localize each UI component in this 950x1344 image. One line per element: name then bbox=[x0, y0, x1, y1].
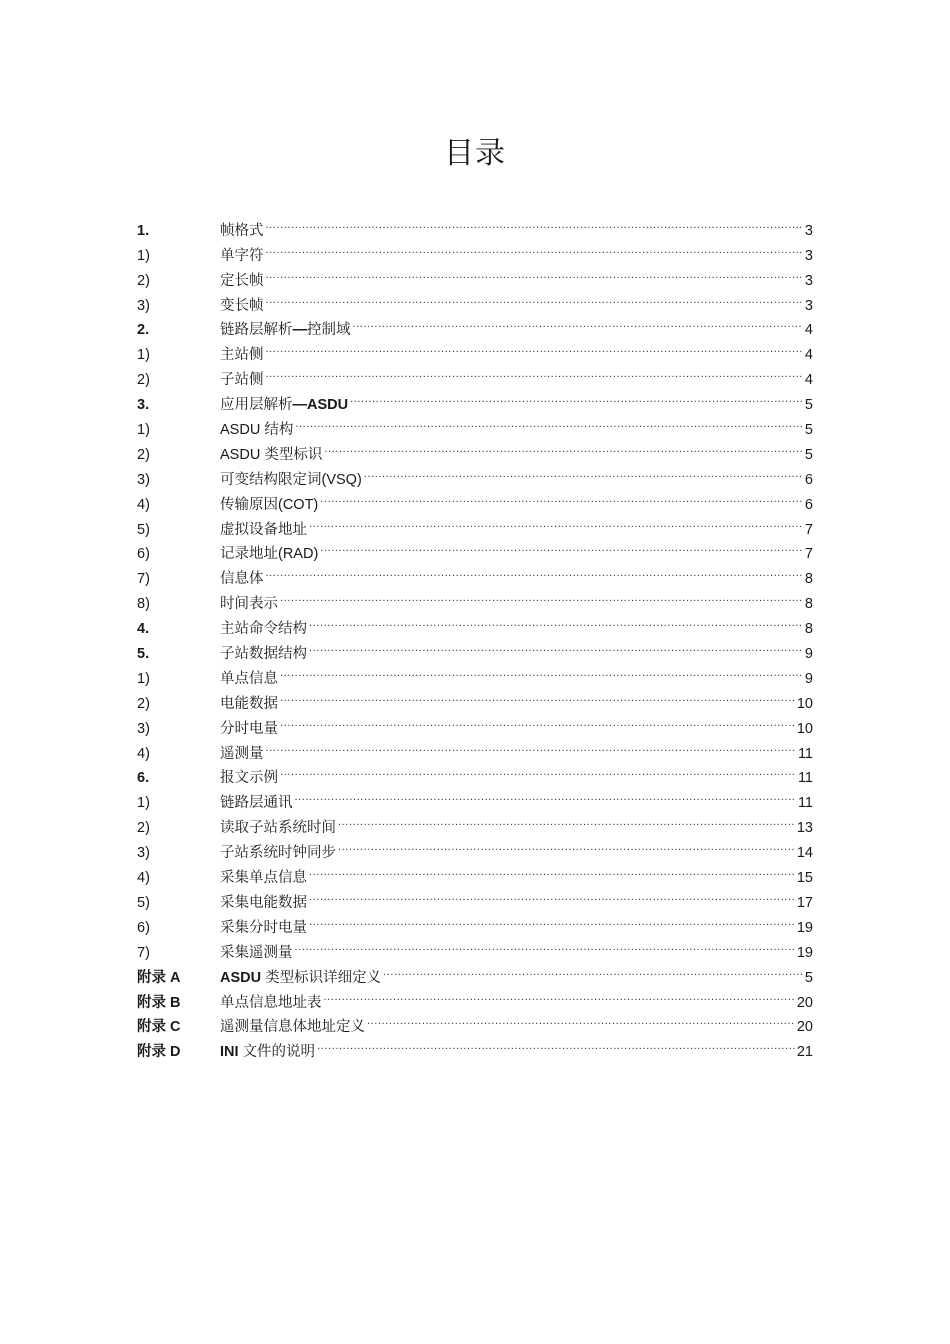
toc-entry-number: 2) bbox=[137, 272, 150, 289]
toc-entry-number: 2. bbox=[137, 322, 150, 339]
toc-entry-number: 6) bbox=[137, 919, 150, 936]
toc-entry-page: 7 bbox=[804, 546, 813, 563]
toc-dot-leader bbox=[280, 658, 803, 683]
toc-entry-number: 8) bbox=[137, 596, 150, 613]
toc-dot-leader bbox=[280, 683, 795, 708]
toc-entry-title: 分时电量 bbox=[220, 720, 278, 737]
toc-entry[interactable] bbox=[137, 210, 813, 239]
toc-entry-number: 6. bbox=[137, 770, 150, 787]
toc-entry-page: 8 bbox=[804, 571, 813, 588]
toc-entry-title: 采集分时电量 bbox=[220, 919, 307, 936]
toc-entry-title: 单点信息地址表 bbox=[220, 994, 322, 1011]
toc-entry-title: 单点信息 bbox=[220, 670, 278, 687]
toc-dot-leader bbox=[338, 807, 795, 832]
toc-entry-title: 定长帧 bbox=[220, 272, 264, 289]
toc-dot-leader bbox=[280, 583, 803, 608]
toc-entry-page: 5 bbox=[804, 446, 813, 463]
toc-entry-title: 主站侧 bbox=[220, 347, 264, 364]
toc-dot-leader bbox=[295, 932, 795, 957]
toc-entry-page: 11 bbox=[797, 745, 813, 762]
toc-dot-leader bbox=[266, 558, 803, 583]
toc-entry-page: 4 bbox=[804, 347, 813, 364]
toc-entry-title: 报文示例 bbox=[220, 770, 278, 787]
toc-entry-page: 9 bbox=[804, 670, 813, 687]
toc-entry-page: 5 bbox=[804, 397, 813, 414]
toc-entry-title: 单字符 bbox=[220, 247, 264, 264]
toc-dot-leader bbox=[266, 334, 803, 359]
toc-entry-number: 6) bbox=[137, 546, 150, 563]
toc-entry-page: 4 bbox=[804, 372, 813, 389]
toc-entry-number: 1) bbox=[137, 422, 150, 439]
toc-entry-page: 3 bbox=[804, 222, 813, 239]
toc-dot-leader bbox=[266, 733, 796, 758]
toc-entry-number: 4. bbox=[137, 621, 150, 638]
toc-entry-title: 子站侧 bbox=[220, 372, 264, 389]
toc-entry-page: 5 bbox=[804, 422, 813, 439]
toc-entry-title: 链路层通讯 bbox=[220, 795, 293, 812]
toc-dot-leader bbox=[317, 1031, 795, 1056]
toc-entry-page: 10 bbox=[796, 720, 813, 737]
toc-entry-number: 2) bbox=[137, 446, 150, 463]
toc-entry-number: 1) bbox=[137, 347, 150, 364]
toc-entry-title: ASDU 类型标识 bbox=[220, 446, 323, 463]
toc-entry-title: ASDU 结构 bbox=[220, 422, 294, 439]
toc-entry-number: 附录 D bbox=[137, 1044, 181, 1061]
toc-entry-title: 信息体 bbox=[220, 571, 264, 588]
toc-dot-leader bbox=[309, 633, 803, 658]
toc-entry-page: 21 bbox=[796, 1044, 813, 1061]
toc-dot-leader bbox=[309, 857, 795, 882]
toc-entry-number: 2) bbox=[137, 372, 150, 389]
toc-entry-title: 帧格式 bbox=[220, 222, 264, 239]
toc-dot-leader bbox=[280, 758, 796, 783]
toc-entry-title: 时间表示 bbox=[220, 596, 278, 613]
toc-entry-page: 4 bbox=[804, 322, 813, 339]
toc-entry-number: 附录 B bbox=[137, 994, 181, 1011]
toc-entry-number: 附录 A bbox=[137, 969, 181, 986]
toc-dot-leader bbox=[309, 608, 803, 633]
toc-entry-number: 3) bbox=[137, 297, 150, 314]
toc-dot-leader bbox=[364, 459, 803, 484]
toc-entry-title: 主站命令结构 bbox=[220, 621, 307, 638]
toc-dot-leader bbox=[280, 708, 795, 733]
toc-dot-leader bbox=[295, 409, 803, 434]
toc-entry-page: 9 bbox=[804, 646, 813, 663]
toc-entry-number: 3) bbox=[137, 720, 150, 737]
toc-entry-page: 5 bbox=[804, 969, 813, 986]
toc-dot-leader bbox=[324, 982, 795, 1007]
toc-entry-title: 应用层解析—ASDU bbox=[220, 397, 349, 414]
toc-entry-page: 15 bbox=[796, 870, 813, 887]
toc-entry-page: 19 bbox=[796, 919, 813, 936]
toc-entry-number: 3) bbox=[137, 845, 150, 862]
toc-entry-title: 虚拟设备地址 bbox=[220, 521, 307, 538]
toc-dot-leader bbox=[367, 1007, 795, 1032]
toc-entry-page: 20 bbox=[796, 994, 813, 1011]
toc-entry-page: 14 bbox=[796, 845, 813, 862]
toc-entry-title: 链路层解析—控制域 bbox=[220, 322, 351, 339]
toc-entry-title: 采集单点信息 bbox=[220, 870, 307, 887]
toc-entry-title: 采集电能数据 bbox=[220, 894, 307, 911]
toc-dot-leader bbox=[309, 509, 803, 534]
toc-dot-leader bbox=[266, 359, 803, 384]
toc-entry-page: 11 bbox=[797, 770, 813, 787]
toc-entry-title: 读取子站系统时间 bbox=[220, 820, 336, 837]
toc-entry-title: INI 文件的说明 bbox=[220, 1044, 316, 1061]
toc-entry-page: 3 bbox=[804, 297, 813, 314]
toc-entry-number: 1. bbox=[137, 222, 150, 239]
toc-entry-page: 20 bbox=[796, 1019, 813, 1036]
toc-dot-leader bbox=[338, 832, 795, 857]
toc-entry-page: 11 bbox=[797, 795, 813, 812]
toc-entry-title: 变长帧 bbox=[220, 297, 264, 314]
toc-entry-number: 3. bbox=[137, 397, 150, 414]
toc-entry-number: 1) bbox=[137, 670, 150, 687]
toc-entry-title: 可变结构限定词(VSQ) bbox=[220, 471, 362, 488]
toc-entry-number: 5) bbox=[137, 521, 150, 538]
toc-entry-number: 3) bbox=[137, 471, 150, 488]
toc-entry-page: 6 bbox=[804, 471, 813, 488]
toc-dot-leader bbox=[350, 384, 803, 409]
toc-entry-title: 遥测量信息体地址定义 bbox=[220, 1019, 365, 1036]
toc-dot-leader bbox=[383, 957, 803, 982]
toc-dot-leader bbox=[309, 882, 795, 907]
toc-entry-page: 3 bbox=[804, 272, 813, 289]
toc-entry-number: 4) bbox=[137, 745, 150, 762]
toc-entry-title: 记录地址(RAD) bbox=[220, 546, 319, 563]
toc-entry-title: ASDU 类型标识详细定义 bbox=[220, 969, 382, 986]
toc-entry-page: 17 bbox=[796, 894, 813, 911]
toc-entry-number: 5) bbox=[137, 894, 150, 911]
page-title: 目录 bbox=[444, 136, 506, 171]
toc-entry-title: 子站系统时钟同步 bbox=[220, 845, 336, 862]
toc-entry-page: 6 bbox=[804, 496, 813, 513]
toc-entry-number: 7) bbox=[137, 944, 150, 961]
toc-entry-title: 电能数据 bbox=[220, 695, 278, 712]
toc-dot-leader bbox=[266, 260, 803, 285]
toc-dot-leader bbox=[353, 310, 803, 335]
toc-entry-number: 4) bbox=[137, 496, 150, 513]
toc-entry-page: 13 bbox=[796, 820, 813, 837]
toc-dot-leader bbox=[266, 210, 803, 235]
toc-dot-leader bbox=[309, 907, 795, 932]
toc-dot-leader bbox=[320, 534, 803, 559]
toc-entry-title: 传输原因(COT) bbox=[220, 496, 319, 513]
toc-entry-title: 采集遥测量 bbox=[220, 944, 293, 961]
toc-entry-page: 3 bbox=[804, 247, 813, 264]
toc-entry-page: 10 bbox=[796, 695, 813, 712]
toc-dot-leader bbox=[266, 235, 803, 260]
toc-entry-number: 2) bbox=[137, 820, 150, 837]
toc-entry-number: 附录 C bbox=[137, 1019, 181, 1036]
toc-entry-page: 8 bbox=[804, 596, 813, 613]
toc-entry-title: 遥测量 bbox=[220, 745, 264, 762]
toc-dot-leader bbox=[324, 434, 803, 459]
toc-entry-page: 19 bbox=[796, 944, 813, 961]
toc-entry-page: 7 bbox=[804, 521, 813, 538]
toc-entry-number: 1) bbox=[137, 247, 150, 264]
toc-entry-number: 4) bbox=[137, 870, 150, 887]
toc-entry-title: 子站数据结构 bbox=[220, 646, 307, 663]
toc-dot-leader bbox=[266, 285, 803, 310]
toc-dot-leader bbox=[320, 484, 803, 509]
toc-entry-number: 5. bbox=[137, 646, 150, 663]
toc-entry-number: 7) bbox=[137, 571, 150, 588]
toc-entry-page: 8 bbox=[804, 621, 813, 638]
table-of-contents bbox=[137, 210, 813, 1061]
toc-dot-leader bbox=[295, 782, 796, 807]
toc-entry-number: 1) bbox=[137, 795, 150, 812]
toc-entry-number: 2) bbox=[137, 695, 150, 712]
